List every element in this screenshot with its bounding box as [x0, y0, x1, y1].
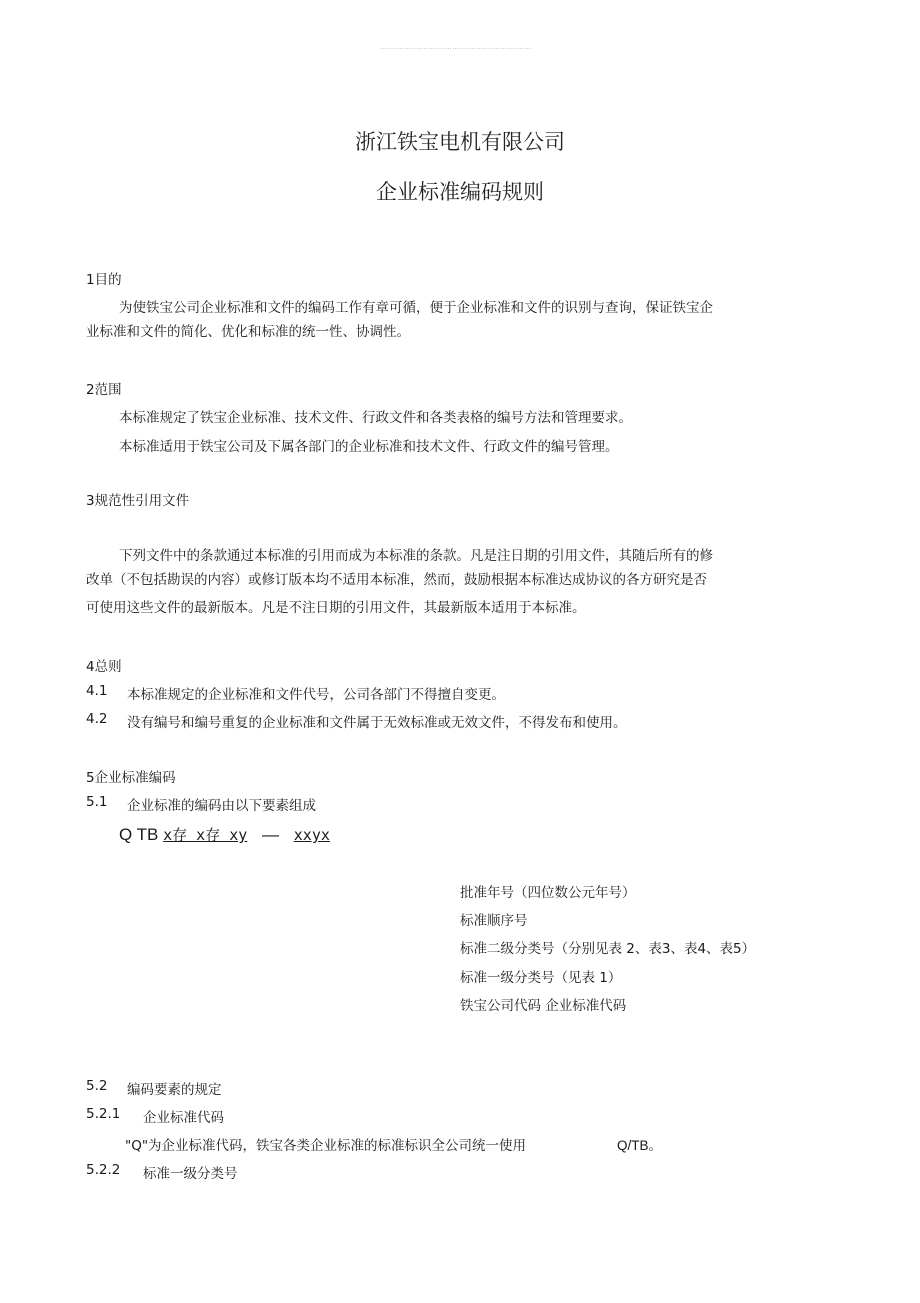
clause-number: 5.2.2: [86, 1162, 121, 1178]
legend-item: 铁宝公司代码 企业标准代码: [460, 998, 627, 1014]
code-prefix: Q TB: [119, 825, 159, 844]
section-3-line-1: 下列文件中的条款通过本标准的引用而成为本标准的条款。凡是注日期的引用文件，其随后所有的修: [119, 548, 713, 564]
clause-text: 编码要素的规定: [127, 1082, 222, 1098]
clause-number: 4.2: [86, 711, 108, 727]
clause-number: 4.1: [86, 683, 108, 699]
section-4-heading: 4总则: [86, 659, 122, 675]
legend-item: 标准一级分类号（见表 1）: [460, 970, 622, 986]
code-dash: —: [262, 825, 280, 844]
clause-number: 5.2.1: [86, 1106, 121, 1122]
clause-number: 5.1: [86, 794, 108, 810]
clause-text: 没有编号和编号重复的企业标准和文件属于无效标准或无效文件，不得发布和使用。: [127, 715, 627, 731]
section-2-line-1: 本标准规定了铁宝企业标准、技术文件、行政文件和各类表格的编号方法和管理要求。: [119, 410, 632, 426]
standard-code: Q/TB。: [617, 1138, 663, 1153]
document-title: 企业标准编码规则: [376, 180, 544, 204]
code-part-1: x存 x存 xy: [163, 826, 248, 844]
header-mark: ...............................................................: [380, 44, 532, 51]
section-3-heading: 3规范性引用文件: [86, 493, 190, 509]
section-2-line-2: 本标准适用于铁宝公司及下属各部门的企业标准和技术文件、行政文件的编号管理。: [119, 439, 619, 455]
section-1-heading: 1目的: [86, 272, 122, 288]
code-structure: [119, 824, 330, 845]
clause-paragraph: "Q"为企业标准代码，铁宝各类企业标准的标准标识全公司统一使用: [125, 1138, 527, 1154]
clause-number: 5.2: [86, 1078, 108, 1094]
clause-text: 企业标准的编码由以下要素组成: [127, 798, 316, 814]
section-3-line-3: 可使用这些文件的最新版本。凡是不注日期的引用文件，其最新版本适用于本标准。: [86, 600, 586, 616]
clause-text: 企业标准代码: [143, 1110, 224, 1126]
legend-item: 批准年号（四位数公元年号）: [460, 885, 636, 901]
section-2-heading: 2范围: [86, 382, 122, 398]
section-1-line-1: 为使铁宝公司企业标准和文件的编码工作有章可循，便于企业标准和文件的识别与查询，保证铁宝企: [119, 300, 713, 316]
legend-item: 标准顺序号: [460, 913, 528, 929]
legend-item: 标准二级分类号（分别见表 2、表3、表4、表5）: [460, 941, 756, 957]
section-5-heading: 5企业标准编码: [86, 770, 176, 786]
clause-text: 标准一级分类号: [143, 1166, 238, 1182]
section-1-line-2: 业标准和文件的简化、优化和标准的统一性、协调性。: [86, 324, 410, 340]
code-part-2: xxyx: [293, 826, 330, 844]
clause-text: 本标准规定的企业标准和文件代号，公司各部门不得擅自变更。: [127, 687, 505, 703]
company-title: 浙江铁宝电机有限公司: [355, 130, 565, 154]
section-3-line-2: 改单（不包括勘误的内容）或修订版本均不适用本标准，然而，鼓励根据本标准达成协议的各方研究是否: [86, 572, 707, 588]
